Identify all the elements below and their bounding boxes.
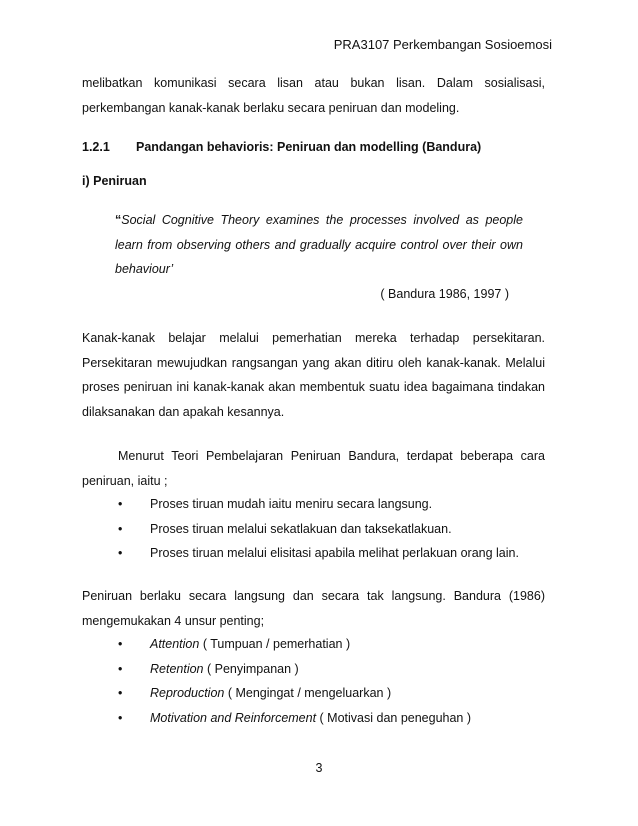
list-item (118, 542, 545, 564)
paragraph-3: Peniruan berlaku secara langsung dan secara tak langsung. Bandura (1986) mengemukakan 4 unsur penting; (82, 589, 545, 628)
intro-line-2: perkembangan kanak-kanak berlaku secara peniruan dan modeling. (82, 100, 460, 115)
quote-open-mark: “ (115, 213, 122, 227)
document-body (82, 71, 545, 731)
bullet-icon: • (118, 637, 123, 651)
quote-text: Social Cognitive Theory examines the processes involved as people learn from observing others and gradually acquire control over their own behaviour’ (115, 213, 523, 276)
intro-line-1: melibatkan komunikasi secara lisan atau bukan lisan. Dalam sosialisasi, (82, 76, 545, 90)
section-heading (82, 140, 545, 154)
bullet-icon: • (118, 710, 123, 725)
element-term: Attention (150, 637, 200, 651)
list-item (118, 682, 545, 704)
list-item (118, 707, 545, 729)
list-item (118, 518, 545, 540)
element-term: Motivation and Reinforcement (150, 710, 317, 725)
block-quote (115, 208, 523, 282)
page-number: 3 (315, 761, 323, 775)
paragraph-1: Kanak-kanak belajar melalui pemerhatian mereka terhadap persekitaran. Persekitaran mewujudkan rangsangan yang akan ditiru oleh kanak-kanak. Melalui proses peniruan ini kanak-kanak akan membentuk suatu idea bagaimana tindakan dilaksanakan dan apakah kesannya. (82, 331, 545, 419)
list-item (118, 493, 545, 515)
quote-citation: ( Bandura 1986, 1997 ) (380, 286, 509, 301)
list-item (118, 633, 545, 655)
bullet-icon: • (118, 661, 123, 676)
element-desc: ( Motivasi dan peneguhan ) (316, 710, 472, 725)
section-title: Pandangan behavioris: Peniruan dan modelling (Bandura) (136, 140, 482, 154)
element-desc: ( Penyimpanan ) (203, 661, 299, 676)
list-item-text: Proses tiruan melalui sekatlakuan dan taksekatlakuan. (150, 521, 452, 536)
bullet-icon: • (118, 546, 123, 560)
list-item (118, 658, 545, 680)
section-number: 1.2.1 (82, 140, 110, 154)
subsection-heading: i) Peniruan (82, 174, 147, 188)
element-desc: ( Tumpuan / pemerhatian ) (199, 637, 351, 651)
element-term: Reproduction (150, 686, 225, 700)
list-item-text: Proses tiruan mudah iaitu meniru secara langsung. (150, 497, 433, 511)
element-desc: ( Mengingat / mengeluarkan ) (224, 686, 392, 700)
paragraph-2: Menurut Teori Pembelajaran Peniruan Bandura, terdapat beberapa cara peniruan, iaitu ; (82, 449, 545, 488)
page-header: PRA3107 Perkembangan Sosioemosi (333, 37, 552, 52)
list-item-text: Proses tiruan melalui elisitasi apabila melihat perlakuan orang lain. (150, 546, 519, 560)
bullet-icon: • (118, 521, 123, 536)
imitation-list (82, 493, 545, 564)
elements-list (82, 633, 545, 729)
element-term: Retention (150, 661, 204, 676)
bullet-icon: • (118, 686, 123, 700)
bullet-icon: • (118, 497, 123, 511)
